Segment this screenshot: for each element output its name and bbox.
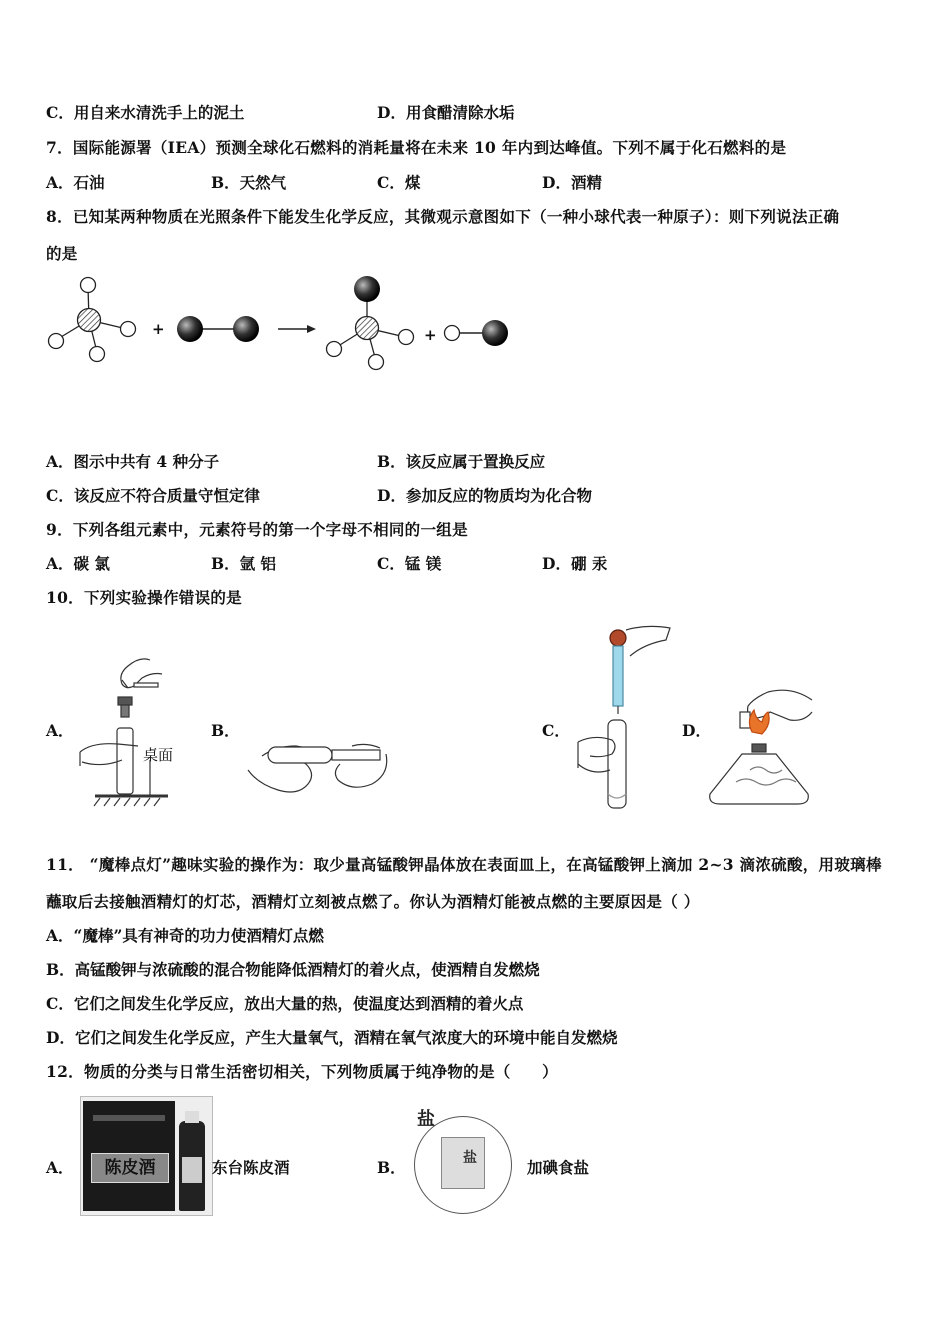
wine-box-logo: 陈皮酒 (91, 1153, 169, 1183)
plus-sign-2: + (424, 326, 437, 344)
salt-bag-image (414, 1109, 512, 1214)
q10-option-d: D． (682, 721, 711, 740)
salt-glyph-2: 盐 (463, 1150, 477, 1166)
q9-option-b: B．氩 铝 (211, 554, 276, 573)
q12-option-b: B． (377, 1158, 406, 1177)
illustration-d-alcohol-lamp (710, 690, 812, 804)
q10-stem: 10．下列实验操作错误的是 (46, 588, 242, 607)
q12-option-b-label: 加碘食盐 (527, 1158, 590, 1177)
q8-option-d: D．参加反应的物质均为化合物 (377, 486, 592, 505)
q9-option-d: D．硼 汞 (542, 554, 608, 573)
illustration-a-stopper-on-table (80, 659, 168, 806)
q9-option-a: A．碳 氯 (46, 554, 110, 573)
illustration-b-hands-test-tube (248, 744, 387, 792)
salt-glyph-1: 盐 (417, 1109, 435, 1130)
illustration-c-dropper (578, 626, 670, 808)
q11-option-d: D．它们之间发生化学反应，产生大量氧气，酒精在氧气浓度大的环境中能自发燃烧 (46, 1028, 618, 1047)
q8-stem-line2: 的是 (46, 244, 78, 263)
q11-stem-line1: 11． “魔棒点灯”趣味实验的操作为：取少量高锰酸钾晶体放在表面皿上，在高锰酸钾上滴加 2~3 滴浓硫酸，用玻璃棒 (46, 855, 882, 874)
q8-stem-line1: 8．已知某两种物质在光照条件下能发生化学反应，其微观示意图如下（一种小球代表一种原子）：则下列说法正确 (46, 207, 840, 226)
q11-option-c: C．它们之间发生化学反应，放出大量的热，使温度达到酒精的着火点 (46, 994, 524, 1013)
desk-label: 桌面 (143, 746, 174, 764)
q11-stem-line2: 蘸取后去接触酒精灯的灯芯，酒精灯立刻被点燃了。你认为酒精灯能被点燃的主要原因是（ ） (46, 892, 700, 911)
q8-option-c: C．该反应不符合质量守恒定律 (46, 486, 260, 505)
q9-stem: 9．下列各组元素中，元素符号的第一个字母不相同的一组是 (46, 520, 468, 539)
q7-option-d: D．酒精 (542, 173, 602, 192)
q6-option-d: D．用食醋清除水垢 (377, 103, 515, 122)
q7-option-c: C．煤 (377, 173, 421, 192)
q8-option-a: A．图示中共有 4 种分子 (46, 452, 220, 471)
q9-option-c: C．锰 镁 (377, 554, 442, 573)
q6-option-c: C．用自来水清洗手上的泥土 (46, 103, 245, 122)
q10-option-a: A． (46, 721, 74, 740)
plus-sign-1: + (152, 320, 165, 338)
q12-stem: 12．物质的分类与日常生活密切相关，下列物质属于纯净物的是（ ） (46, 1062, 558, 1081)
q10-option-b: B． (211, 721, 240, 740)
q8-option-b: B．该反应属于置换反应 (377, 452, 546, 471)
q11-option-a: A．“魔棒”具有神奇的功力使酒精灯点燃 (46, 926, 324, 945)
q12-option-a: A． (46, 1158, 74, 1177)
q12-option-a-label: 东台陈皮酒 (212, 1158, 290, 1177)
wine-box-image (80, 1096, 213, 1216)
q11-option-b: B．高锰酸钾与浓硫酸的混合物能降低酒精灯的着火点，使酒精自发燃烧 (46, 960, 540, 979)
q7-stem: 7．国际能源署（IEA）预测全球化石燃料的消耗量将在未来 10 年内到达峰值。下列不属于化石燃料的是 (46, 138, 787, 157)
q7-option-b: B．天然气 (211, 173, 287, 192)
q10-option-c: C． (542, 721, 570, 740)
q7-option-a: A．石油 (46, 173, 105, 192)
